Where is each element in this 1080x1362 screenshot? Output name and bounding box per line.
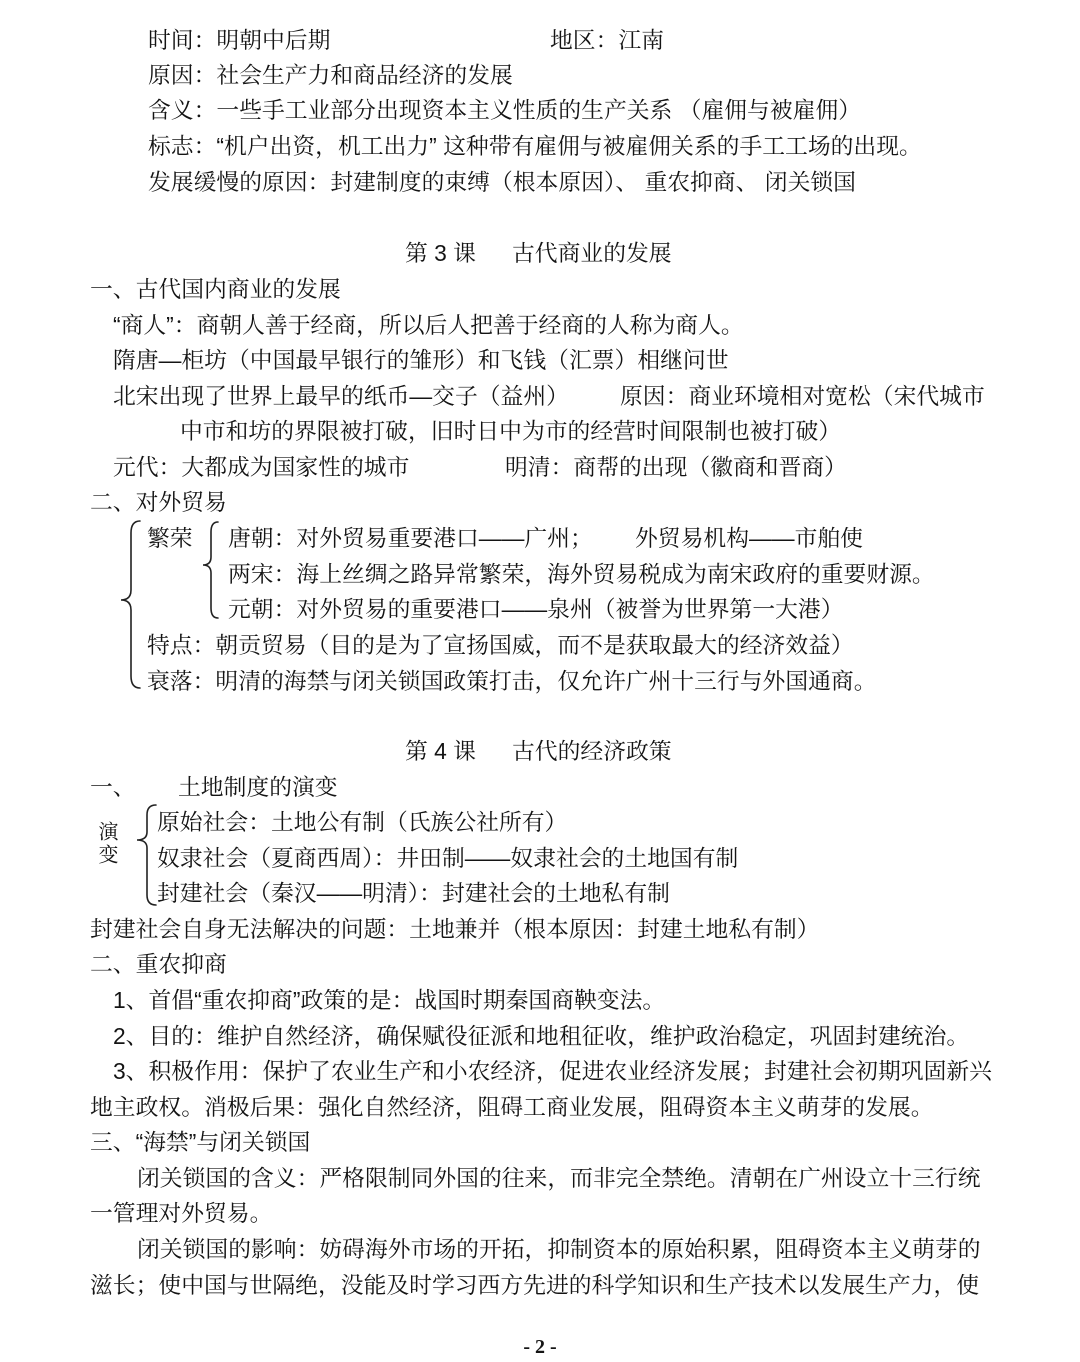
evolution-label: 演变 — [95, 821, 117, 867]
primitive-society-line: 原始社会：土地公有制（氏族公社所有） — [157, 809, 568, 835]
region-line: 地区：江南 — [550, 27, 664, 53]
agriculture-item-2: 2、目的：维护自然经济，确保赋役征派和地租征收，维护政治稳定，巩固封建统治。 — [113, 1023, 970, 1049]
sea-ban-heading: 三、“海禁”与闭关锁国 — [90, 1129, 311, 1155]
land-section-heading: 土地制度的演变 — [178, 774, 338, 800]
lesson3-title: 古代商业的发展 — [512, 240, 672, 266]
agriculture-heading: 二、重农抑商 — [90, 951, 227, 977]
land-problem-line: 封建社会自身无法解决的问题：土地兼并（根本原因：封建土地私有制） — [90, 916, 820, 942]
domestic-trade-heading: 一、古代国内商业的发展 — [90, 276, 341, 302]
time-line: 时间：明朝中后期 — [148, 27, 331, 53]
slow-development-line: 发展缓慢的原因：封建制度的束缚（根本原因）、 重农抑商、 闭关锁国 — [148, 169, 856, 195]
foreign-trade-brace — [121, 521, 140, 688]
lesson4-number: 第 4 课 — [405, 738, 476, 764]
yuan-dynasty-line: 元代：大都成为国家性的城市 — [113, 454, 410, 480]
tang-trade-line: 唐朝：对外贸易重要港口——广州； — [228, 525, 593, 551]
seclusion-meaning-continued: 一管理对外贸易。 — [90, 1200, 273, 1226]
trade-feature-line: 特点：朝贡贸易（目的是为了宣扬国威，而不是获取最大的经济效益） — [147, 632, 854, 658]
tang-agency-line: 外贸易机构——市舶使 — [635, 525, 863, 551]
prosperity-label: 繁荣 — [147, 525, 193, 551]
yuan-trade-line: 元朝：对外贸易的重要港口——泉州（被誉为世界第一大港） — [228, 596, 844, 622]
agriculture-item-3: 3、积极作用：保护了农业生产和小农经济，促进农业经济发展；封建社会初期巩固新兴 — [113, 1058, 992, 1084]
merchant-line: “商人”：商朝人善于经商，所以后人把善于经商的人称为商人。 — [113, 312, 744, 338]
northern-song-line: 北宋出现了世界上最早的纸币—交子（益州） — [113, 383, 569, 409]
cause-line: 原因：社会生产力和商品经济的发展 — [148, 62, 513, 88]
foreign-trade-heading: 二、对外贸易 — [90, 489, 227, 515]
agriculture-item-3-continued: 地主政权。消极后果：强化自然经济，阻碍工商业发展，阻碍资本主义萌芽的发展。 — [90, 1094, 934, 1120]
song-cause-line: 原因：商业环境相对宽松（宋代城市 — [620, 383, 985, 409]
lesson3-number: 第 3 课 — [405, 240, 476, 266]
song-cause-continued: 中市和坊的界限被打破，旧时日中为市的经营时间限制也被打破） — [180, 418, 842, 444]
feudal-society-line: 封建社会（秦汉——明清）：封建社会的土地私有制 — [157, 880, 670, 906]
song-trade-line: 两宋：海上丝绸之路异常繁荣，海外贸易税成为南宋政府的重要财源。 — [228, 561, 935, 587]
slave-society-line: 奴隶社会（夏商西周）：井田制——奴隶社会的土地国有制 — [157, 845, 739, 871]
prosperity-brace — [203, 522, 218, 618]
land-section-index: 一、 — [90, 774, 136, 800]
sui-tang-line: 隋唐—柜坊（中国最早银行的雏形）和飞钱（汇票）相继问世 — [113, 347, 729, 373]
seclusion-meaning-line: 闭关锁国的含义：严格限制同外国的往来，而非完全禁绝。清朝在广州设立十三行统 — [137, 1165, 981, 1191]
trade-decline-line: 衰落：明清的海禁与闭关锁国政策打击，仅允许广州十三行与外国通商。 — [147, 668, 877, 694]
seclusion-impact-continued: 滋长；使中国与世隔绝，没能及时学习西方先进的科学知识和生产技术以发展生产力，使 — [90, 1272, 980, 1298]
ming-qing-line: 明清：商帮的出现（徽商和晋商） — [505, 454, 847, 480]
page-number: - 2 - — [523, 1336, 557, 1358]
lesson4-title: 古代的经济政策 — [512, 738, 672, 764]
agriculture-item-1: 1、首倡“重农抑商”政策的是：战国时期秦国商鞅变法。 — [113, 987, 666, 1013]
seclusion-impact-line: 闭关锁国的影响：妨碍海外市场的开拓，抑制资本的原始积累，阻碍资本主义萌芽的 — [137, 1236, 981, 1262]
sign-line: 标志：“机户出资，机工出力” 这种带有雇佣与被雇佣关系的手工工场的出现。 — [148, 133, 922, 159]
land-evolution-brace — [137, 805, 156, 905]
meaning-line: 含义：一些手工业部分出现资本主义性质的生产关系 （雇佣与被雇佣） — [148, 97, 862, 123]
